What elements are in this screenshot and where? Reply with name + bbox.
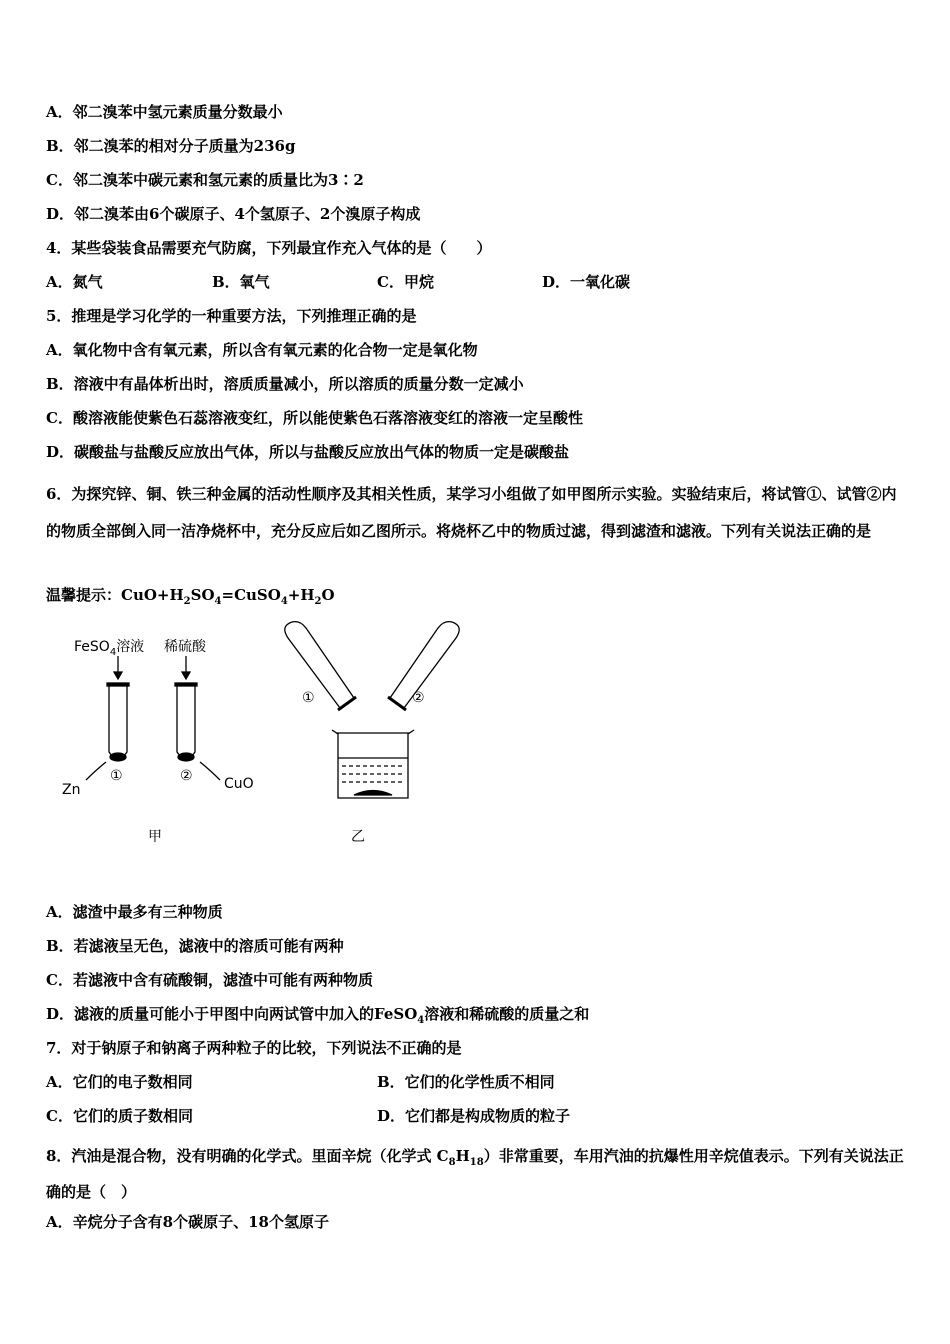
q6-stem: 6．为探究锌、铜、铁三种金属的活动性顺序及其相关性质，某学习小组做了如甲图所示实验。实验结束后，将试管①、试管②内的物质全部倒入同一洁净烧杯中，充分反应后如乙图所示。将烧杯乙中的物质过滤，得到滤渣和滤液。下列有关说法正确的是 bbox=[46, 485, 897, 540]
q6-option-a: A．滤渣中最多有三种物质 bbox=[46, 903, 223, 921]
q6-hint-mid-2: =CuSO bbox=[221, 586, 281, 604]
experiment-figure bbox=[56, 620, 476, 850]
q6-hint-sub-1: 2 bbox=[183, 596, 191, 607]
q6-hint bbox=[46, 585, 335, 605]
label-feso4-suffix: 溶液 bbox=[116, 639, 145, 655]
inverted-tube-1 bbox=[285, 622, 354, 708]
label-tube-2: ② bbox=[180, 768, 193, 784]
label-feso4-prefix: FeSO bbox=[74, 639, 110, 655]
q6-hint-sub-2: 4 bbox=[214, 596, 222, 607]
label-feso4-sub: 4 bbox=[109, 646, 117, 658]
q7-stem: 7．对于钠原子和钠离子两种粒子的比较，下列说法不正确的是 bbox=[46, 1039, 462, 1057]
q6-hint-end: O bbox=[321, 586, 335, 604]
tube-1-rim bbox=[107, 683, 129, 686]
q5-option-c: C．酸溶液能使紫色石蕊溶液变红，所以能使紫色石落溶液变红的溶液一定呈酸性 bbox=[46, 409, 583, 427]
q6-hint-mid-3: +H bbox=[287, 586, 315, 604]
q8-stem bbox=[46, 1138, 906, 1210]
inverted-tube-1-rim bbox=[338, 697, 356, 710]
q3-option-b: B．邻二溴苯的相对分子质量为236g bbox=[46, 137, 296, 155]
label-inverted-tube-2: ② bbox=[412, 690, 425, 706]
caption-yi: 乙 bbox=[351, 829, 365, 845]
q3-option-c: C．邻二溴苯中碳元素和氢元素的质量比为3∶2 bbox=[46, 171, 364, 189]
precipitate bbox=[354, 791, 392, 796]
q4-option-a: A．氮气 bbox=[46, 273, 103, 291]
q7-option-b: B．它们的化学性质不相同 bbox=[377, 1073, 555, 1091]
q8-stem-prefix: 8．汽油是混合物，没有明确的化学式。里面辛烷（化学式 C bbox=[46, 1147, 449, 1165]
q6-option-d-prefix: D．滤液的质量可能小于甲图中向两试管中加入的FeSO bbox=[46, 1005, 418, 1023]
q6-option-b: B．若滤液呈无色，滤液中的溶质可能有两种 bbox=[46, 937, 344, 955]
label-feso4-solution bbox=[74, 636, 144, 656]
q8-stem-sub-2: 18 bbox=[469, 1157, 484, 1168]
inverted-tube-2 bbox=[390, 622, 459, 708]
q6-option-d-sub: 4 bbox=[417, 1015, 425, 1026]
tube-2-rim bbox=[175, 683, 197, 686]
tube-2 bbox=[177, 686, 195, 759]
label-inverted-tube-1: ① bbox=[302, 690, 315, 706]
q4-stem: 4．某些袋装食品需要充气防腐，下列最宜作充入气体的是（ ） bbox=[46, 239, 492, 257]
q6-hint-sub-4: 2 bbox=[314, 596, 322, 607]
label-zn: Zn bbox=[62, 782, 81, 798]
label-cuo: CuO bbox=[224, 776, 254, 792]
q5-stem: 5．推理是学习化学的一种重要方法，下列推理正确的是 bbox=[46, 307, 417, 325]
q6-hint-sub-3: 4 bbox=[280, 596, 288, 607]
inverted-tube-2-rim bbox=[388, 697, 406, 710]
tube-1 bbox=[109, 686, 127, 759]
q5-option-a: A．氧化物中含有氧元素，所以含有氧元素的化合物一定是氧化物 bbox=[46, 341, 478, 359]
caption-jia: 甲 bbox=[148, 829, 162, 845]
label-tube-1: ① bbox=[110, 768, 123, 784]
q8-stem-suffix: ）非常重要，车用汽油的抗爆性用辛烷值表示。下列有关说法正确的是（ ） bbox=[46, 1147, 904, 1201]
arrow-feso4-head bbox=[114, 672, 122, 679]
arrow-acid-head bbox=[182, 672, 190, 679]
q5-option-d: D．碳酸盐与盐酸反应放出气体，所以与盐酸反应放出气体的物质一定是碳酸盐 bbox=[46, 443, 570, 461]
tube-1-zn-sample bbox=[110, 753, 126, 761]
q4-option-c: C．甲烷 bbox=[377, 273, 434, 291]
q8-stem-sub-1: 8 bbox=[448, 1157, 456, 1168]
q6-option-d bbox=[46, 1004, 589, 1024]
q5-option-b: B．溶液中有晶体析出时，溶质质量减小，所以溶质的质量分数一定减小 bbox=[46, 375, 524, 393]
cuo-pointer bbox=[200, 762, 220, 780]
q3-option-a: A．邻二溴苯中氢元素质量分数最小 bbox=[46, 103, 283, 121]
q6-hint-mid-1: SO bbox=[190, 586, 215, 604]
q4-option-d: D．一氧化碳 bbox=[542, 273, 631, 291]
q6-option-d-suffix: 溶液和稀硫酸的质量之和 bbox=[424, 1005, 590, 1023]
q6-option-c: C．若滤液中含有硫酸铜，滤渣中可能有两种物质 bbox=[46, 971, 373, 989]
q7-option-c: C．它们的质子数相同 bbox=[46, 1107, 193, 1125]
q4-option-b: B．氧气 bbox=[212, 273, 270, 291]
q6-hint-prefix: 温馨提示：CuO+H bbox=[46, 586, 184, 604]
q8-stem-mid: H bbox=[455, 1147, 470, 1165]
q7-option-a: A．它们的电子数相同 bbox=[46, 1073, 193, 1091]
q7-option-d: D．它们都是构成物质的粒子 bbox=[377, 1107, 571, 1125]
tube-2-cuo-sample bbox=[178, 753, 194, 761]
q3-option-d: D．邻二溴苯由6个碳原子、4个氢原子、2个溴原子构成 bbox=[46, 205, 421, 223]
zn-pointer bbox=[86, 762, 106, 780]
q8-option-a: A．辛烷分子含有8个碳原子、18个氢原子 bbox=[46, 1213, 329, 1231]
label-dilute-sulfuric-acid: 稀硫酸 bbox=[164, 639, 206, 655]
beaker bbox=[332, 730, 414, 798]
